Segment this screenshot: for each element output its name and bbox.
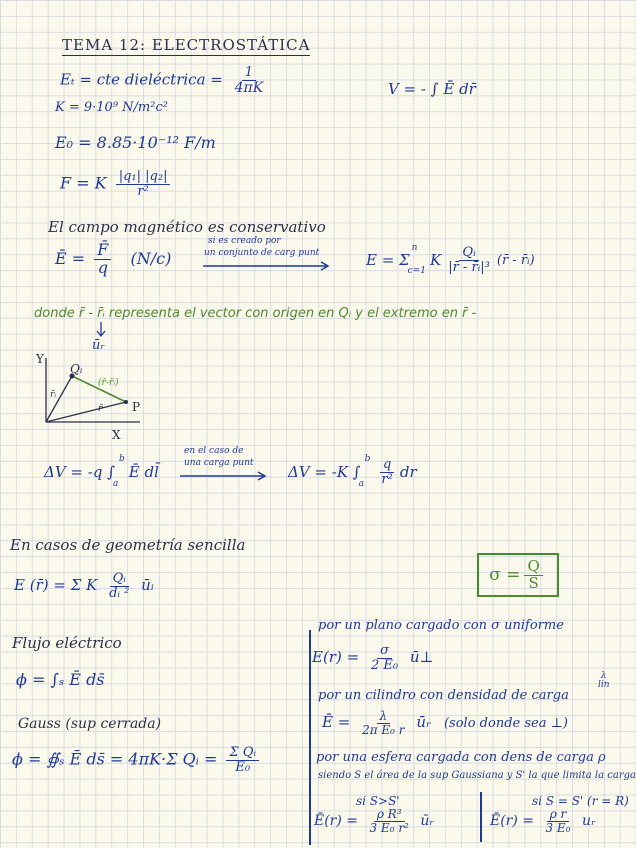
case-divider [480, 792, 482, 842]
diagram-ri-label: r̄ᵢ [50, 390, 57, 400]
plane-field-equation: E(r) = $\frac{\sigma}{\text{2 E₀}}$ ū⊥ [312, 643, 434, 673]
cylinder-lambda-label: λ lin [598, 671, 610, 690]
field-definition: Ē = $\frac{F̄}{q}$ (N/c) [55, 240, 172, 277]
page-title: TEMA 12: ELECTROSTÁTICA [62, 36, 311, 54]
diagram-x-label: X [112, 428, 121, 442]
cylinder-heading: por un cilindro con densidad de carga [318, 688, 569, 703]
epsilon-definition: Eₜ = cte dieléctrica = $\frac{1}{4\pi K}$ [60, 65, 264, 96]
potential-difference-point: ΔV = -K ∫ b a $\frac{q}{\text{r²}}$ dr [288, 454, 417, 489]
down-arrow-icon [96, 322, 106, 338]
arrow-note-bottom: un conjunto de carg punt [204, 248, 320, 258]
plane-heading: por un plano cargado con σ uniforme [318, 618, 564, 633]
arrow-note-top: si es creado por [208, 236, 281, 246]
superposition-field: E = Σ n c=1 K $\frac{\text{Qᵢ}}{\text{|r̄ - r̄ᵢ|³}}$ (r̄ - r̄ᵢ) [366, 243, 535, 276]
coulomb-law: F = K $\frac{\text{|q₁| |q₂|}}{\text{r²}}$ [60, 170, 174, 198]
dv-arrow-note-bottom: una carga punt [184, 458, 254, 468]
diagram-rri-label: (r̄-r̄ᵢ) [98, 378, 119, 388]
arrow-icon [180, 472, 270, 480]
potential-difference-general: ΔV = -q ∫ b a Ē dl̄ [44, 454, 159, 489]
arrow-icon [203, 262, 333, 270]
case-outside-equation: Ē(r) = $\frac{\text{ρ R³}}{\text{3 E₀ r²}}$ ūᵣ [314, 807, 435, 835]
sphere-heading: por una esfera cargada con dens de carga ρ [316, 750, 606, 765]
column-divider [309, 630, 311, 845]
diagram-p-label: P [132, 400, 141, 414]
case-surface-equation: Ē(r) = $\frac{\text{ρ r}}{\text{3 E₀}}$ uᵣ [490, 807, 596, 835]
case-outside-condition: si S>S' [356, 794, 400, 808]
gauss-equation: ϕ = ∯ₛ Ē ds̄ = 4πK·Σ Qᵢ = $\frac{\text{Σ Qᵢ}}{\text{E₀}}$ [12, 746, 263, 774]
flux-heading: Flujo eléctrico [12, 634, 122, 652]
dv-arrow-note-top: en el caso de [184, 446, 244, 456]
gauss-heading: Gauss (sup cerrada) [18, 716, 162, 732]
field-sum-equation: E (r̄) = Σ K $\frac{\text{Qᵢ}}{\text{dᵢ ²}}$ ūᵢ [14, 571, 154, 601]
case-surface-condition: si S = S' (r = R) [532, 794, 629, 808]
conservative-statement: El campo magnético es conservativo [48, 218, 326, 236]
diagram-y-label: Y [36, 352, 44, 366]
epsilon0-constant: E₀ = 8.85·10⁻¹² F/m [55, 133, 216, 152]
geometry-heading: En casos de geometría sencilla [10, 536, 246, 554]
potential-equation: V = - ∫ Ē dr̄ [388, 80, 476, 98]
vector-explanation: donde r̄ - r̄ᵢ representa el vector con origen en Qᵢ y el extremo en r̄ - [34, 306, 477, 321]
surface-density-box: σ = $\frac{Q}{S}$ [477, 553, 559, 597]
unit-vector-label: ūᵣ [92, 338, 105, 353]
sphere-note: siendo S el área de la sup Gaussiana y S' la que limita la carga [318, 770, 636, 781]
k-constant: K = 9·10⁹ N/m²c² [55, 100, 168, 115]
flux-equation: ϕ = ∫ₛ Ē ds̄ [16, 670, 105, 689]
cylinder-field-equation: Ē = $\frac{\lambda}{\text{2π E₀ r}}$ ūᵣ (solo donde sea ⊥) [322, 709, 568, 737]
diagram-qi-label: Qᵢ [70, 362, 83, 376]
diagram-r-label: r̄ [98, 404, 103, 414]
